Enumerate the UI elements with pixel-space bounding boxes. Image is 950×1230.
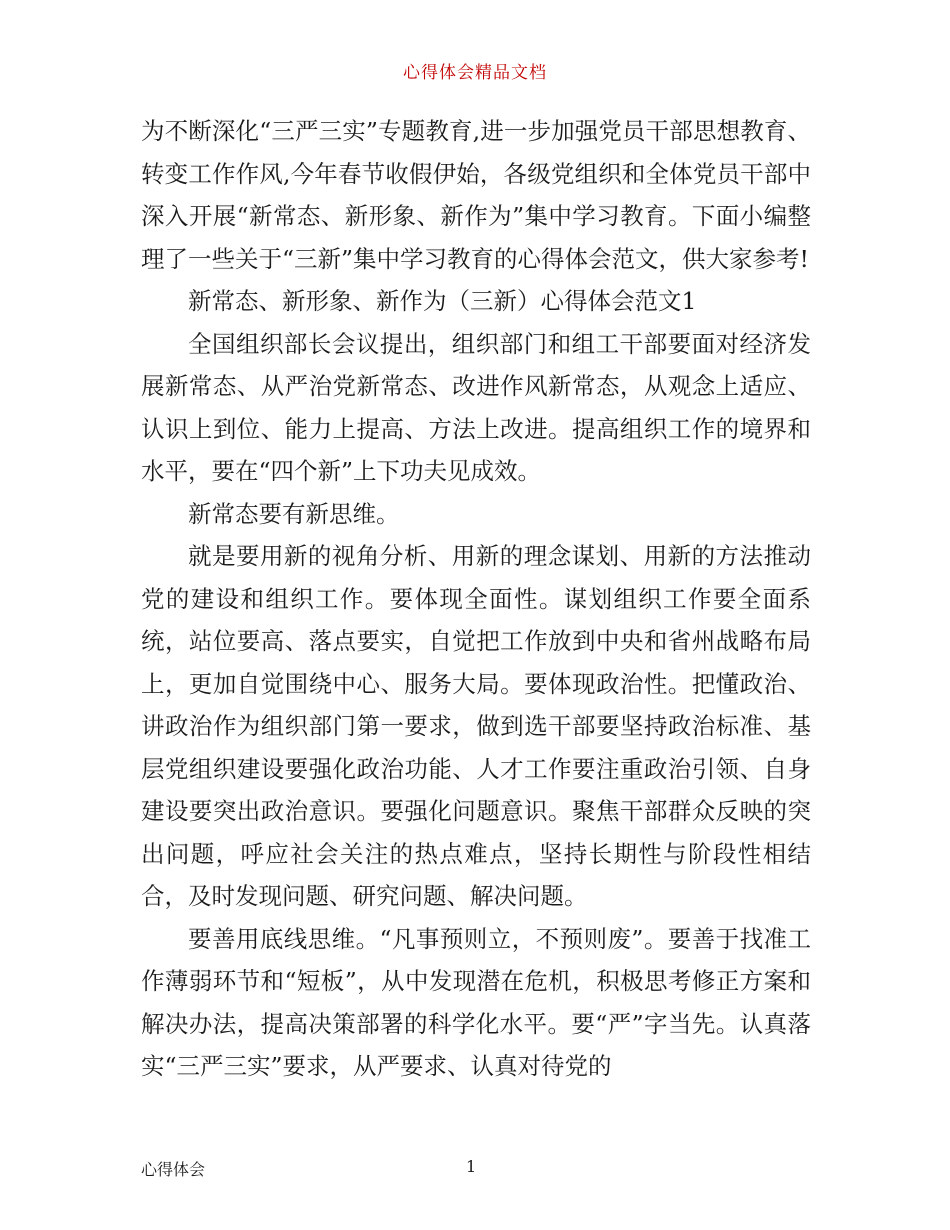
subheading: 新常态要有新思维。 <box>188 499 400 528</box>
paragraph: 全国组织部长会议提出，组织部门和组工干部要面对经济发展新常态、从严治党新常态、改进作风新常态，从观念上适应、认识上到位、能力上提高、方法上改进。提高组织工作的境界和水平，要在“四个新”上下功夫见成效。 <box>141 329 811 485</box>
paragraph: 要善用底线思维。“凡事预则立，不预则废”。要善于找准工作薄弱环节和“短板”，从中发现潜在危机，积极思考修正方案和解决办法，提高决策部署的科学化水平。要“严”字当先。认真落实“三严三实”要求，从严要求、认真对待党的 <box>141 924 811 1080</box>
page-number: 1 <box>466 1157 477 1176</box>
page-header: 心得体会精品文档 <box>403 63 547 83</box>
page-footer-label: 心得体会 <box>141 1160 206 1179</box>
paragraph: 就是要用新的视角分析、用新的理念谋划、用新的方法推动党的建设和组织工作。要体现全面性。谋划组织工作要全面系统，站位要高、落点要实，自觉把工作放到中央和省州战略布局上，更加自觉围绕中心、服务大局。要体现政治性。把懂政治、讲政治作为组织部门第一要求，做到选干部要坚持政治标准、基层党组织建设要强化政治功能、人才工作要注重政治引领、自身建设要突出政治意识。要强化问题意识。聚焦干部群众反映的突出问题，呼应社会关注的热点难点，坚持长期性与阶段性相结合，及时发现问题、研究问题、解决问题。 <box>141 542 811 910</box>
paragraph-intro: 为不断深化“三严三实”专题教育,进一步加强党员干部思想教育、转变工作作风,今年春节收假伊始，各级党组织和全体党员干部中深入开展“新常态、新形象、新作为”集中学习教育。下面小编整理了一些关于“三新”集中学习教育的心得体会范文，供大家参考! <box>141 117 811 273</box>
section-heading: 新常态、新形象、新作为（三新）心得体会范文1 <box>188 287 697 315</box>
document-body <box>141 110 811 1088</box>
